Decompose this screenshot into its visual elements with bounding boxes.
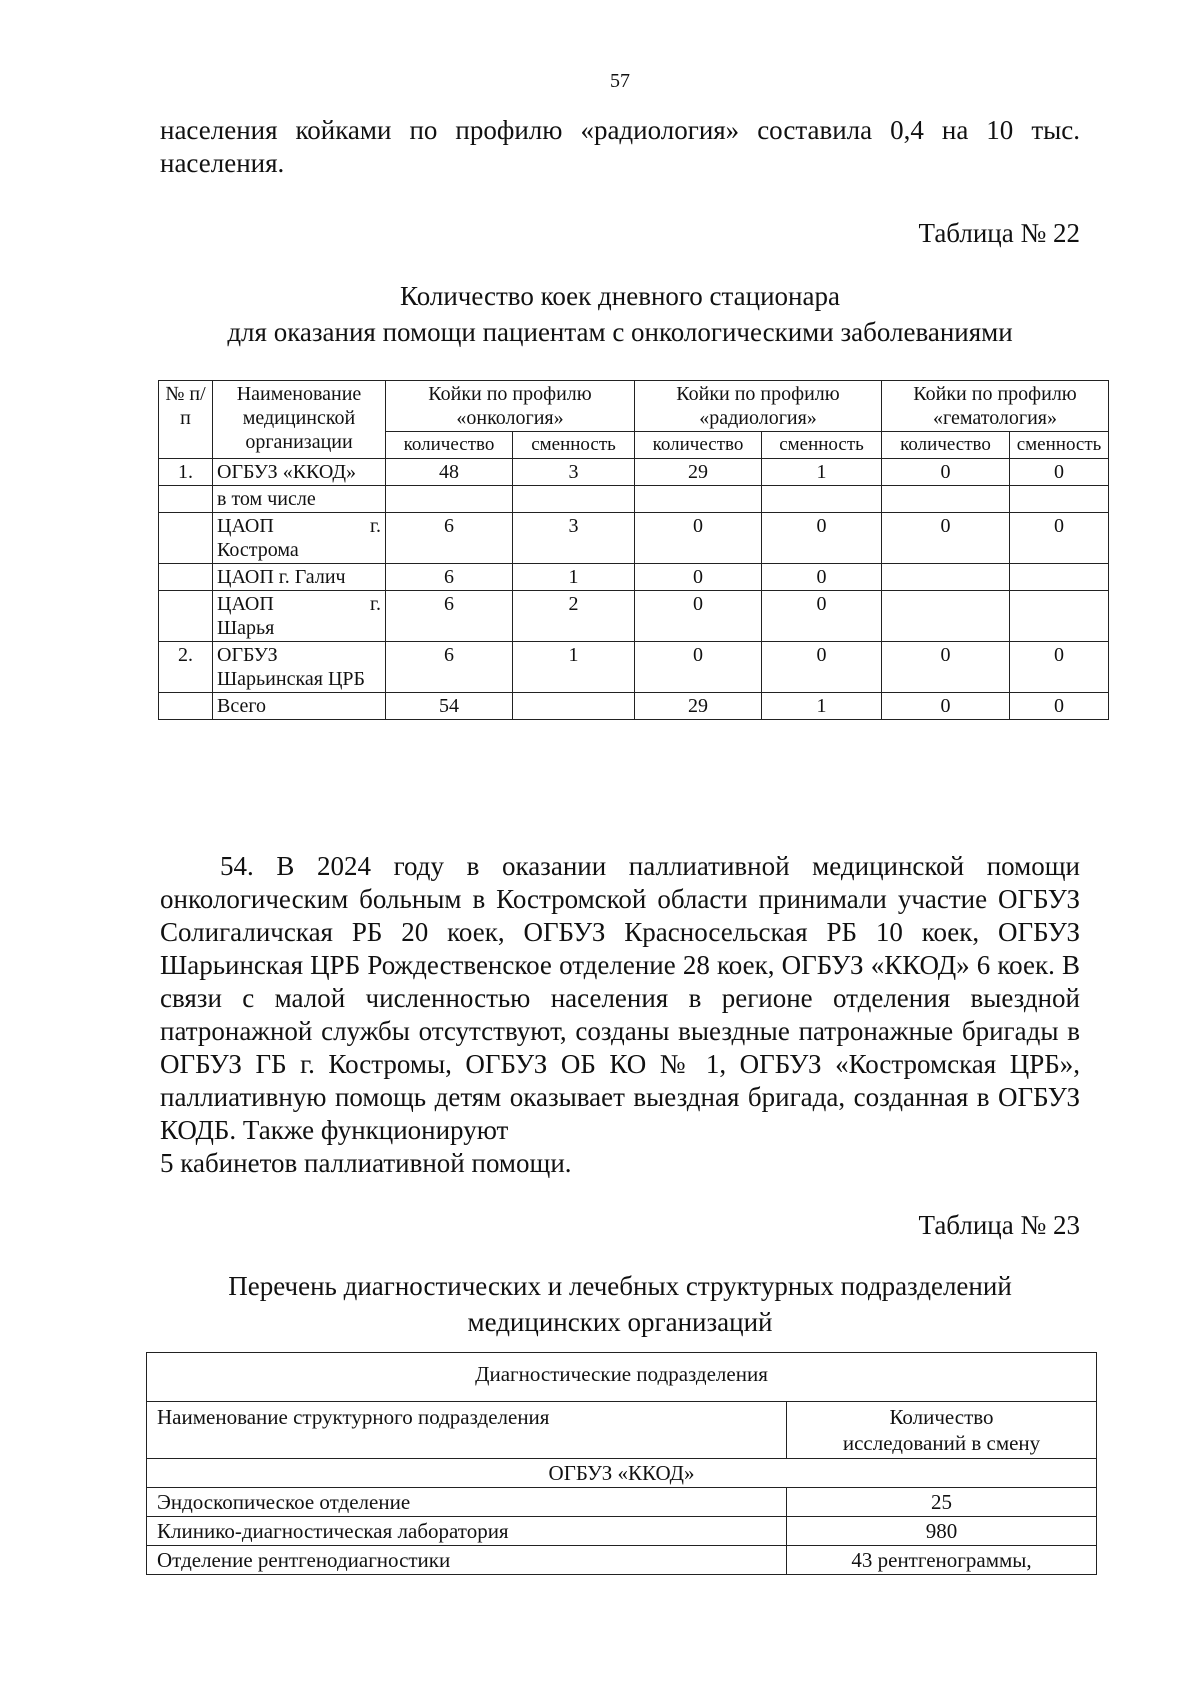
intro-paragraph: населения койками по профилю «радиология» составила 0,4 на 10 тыс. населения. (160, 115, 1080, 178)
row-org: в том числе (213, 486, 386, 513)
table-row (159, 459, 1109, 486)
org-part: ЦАОП (217, 515, 274, 537)
cell: 0 (882, 693, 1010, 720)
cell: 6 (386, 591, 513, 642)
cell (1010, 564, 1109, 591)
org-row (147, 1459, 1097, 1488)
cell: 0 (882, 642, 1010, 693)
table22-caption: Таблица № 22 (918, 218, 1080, 248)
row-num (159, 693, 213, 720)
cell: 3 (513, 513, 635, 564)
cell (635, 486, 762, 513)
cell (1010, 591, 1109, 642)
row-num (159, 513, 213, 564)
cell: 48 (386, 459, 513, 486)
subheader-shift: сменность (1010, 432, 1109, 459)
cell: 0 (1010, 513, 1109, 564)
table23-caption: Таблица № 23 (918, 1210, 1080, 1240)
paragraph-54-last-line: 5 кабинетов паллиативной помощи. (160, 1148, 572, 1178)
table-total-row (159, 693, 1109, 720)
table-row (147, 1488, 1097, 1517)
paragraph-54: 54. В 2024 году в оказании паллиативной медицинской помощи онкологическим больным в Костромской области принимали участие ОГБУЗ Солигаличская РБ 20 коек, ОГБУЗ Красносельская РБ 10 коек, ОГБУЗ Шарьинская ЦРБ Рождественское отделение 28 коек, ОГБУЗ «ККОД» 6 коек. В связи с малой численностью населения в регионе отделения выездной патронажной службы отсутствуют, созданы выездные патронажные бригады в ОГБУЗ ГБ г. Костромы, ОГБУЗ ОБ КО № 1, ОГБУЗ «Костромская ЦРБ», паллиативную помощь детям оказывает выездная бригада, созданная в ОГБУЗ КОДБ. Также функционируют (160, 851, 1080, 1145)
subheader-shift: сменность (513, 432, 635, 459)
cell: 29 (635, 459, 762, 486)
cell (882, 591, 1010, 642)
header-studies-per-shift: Количество исследований в смену (787, 1402, 1097, 1459)
cell: 1 (762, 459, 882, 486)
table22-title (140, 278, 1100, 350)
cell: 1 (513, 564, 635, 591)
beds-table (158, 380, 1109, 720)
cell: 0 (635, 642, 762, 693)
org-part: г. (370, 593, 381, 615)
subheader-qty: количество (635, 432, 762, 459)
header-radiology: Койки по профилю «радиология» (635, 381, 882, 432)
table-row (159, 564, 1109, 591)
table-row (159, 513, 1109, 564)
cell (386, 486, 513, 513)
row-org: ОГБУЗ Шарьинская ЦРБ (213, 642, 386, 693)
org-part: Кострома (217, 539, 299, 561)
cell: 0 (1010, 459, 1109, 486)
header-oncology: Койки по профилю «онкология» (386, 381, 635, 432)
table-header-row (147, 1402, 1097, 1459)
cell: 1 (762, 693, 882, 720)
table-row (159, 642, 1109, 693)
cell: 0 (762, 591, 882, 642)
cell: 0 (882, 459, 1010, 486)
cell: 0 (1010, 642, 1109, 693)
cell: 0 (635, 513, 762, 564)
row-num: 2. (159, 642, 213, 693)
cell (513, 486, 635, 513)
table-header-row (159, 381, 1109, 432)
cell: 6 (386, 564, 513, 591)
row-num: 1. (159, 459, 213, 486)
row-org: ОГБУЗ «ККОД» (213, 459, 386, 486)
page-number: 57 (610, 70, 630, 92)
cell: 0 (762, 513, 882, 564)
section-row (147, 1353, 1097, 1402)
header-hematology: Койки по профилю «гематология» (882, 381, 1109, 432)
cell: 1 (513, 642, 635, 693)
row-org: ЦАОП г. Галич (213, 564, 386, 591)
cell: 0 (762, 564, 882, 591)
section-title: Диагностические подразделения (147, 1353, 1097, 1402)
table22-title-line1: Количество коек дневного стационара (400, 281, 840, 311)
table-row (147, 1517, 1097, 1546)
org-part: Шарья (217, 617, 275, 639)
table-row (159, 591, 1109, 642)
cell: 29 (635, 693, 762, 720)
cell: 6 (386, 642, 513, 693)
unit-value: 25 (787, 1488, 1097, 1517)
subheader-qty: количество (882, 432, 1010, 459)
org-part: ЦАОП (217, 593, 274, 615)
unit-name: Клинико-диагностическая лаборатория (147, 1517, 787, 1546)
cell: 0 (882, 513, 1010, 564)
unit-name: Эндоскопическое отделение (147, 1488, 787, 1517)
row-org (213, 591, 386, 642)
row-org (213, 513, 386, 564)
org-name: ОГБУЗ «ККОД» (147, 1459, 1097, 1488)
cell (513, 693, 635, 720)
cell: 0 (635, 591, 762, 642)
diagnostic-units-table (146, 1352, 1097, 1575)
subheader-qty: количество (386, 432, 513, 459)
table23-title (140, 1268, 1100, 1340)
cell (882, 564, 1010, 591)
header-num: № п/п (159, 381, 213, 459)
cell: 6 (386, 513, 513, 564)
cell: 0 (1010, 693, 1109, 720)
cell: 0 (635, 564, 762, 591)
subheader-shift: сменность (762, 432, 882, 459)
header-org: Наименование медицинской организации (213, 381, 386, 459)
row-org: Всего (213, 693, 386, 720)
row-num (159, 486, 213, 513)
table23-title-line2: медицинских организаций (467, 1307, 773, 1337)
cell: 2 (513, 591, 635, 642)
cell (762, 486, 882, 513)
row-num (159, 591, 213, 642)
table23-title-line1: Перечень диагностических и лечебных структурных подразделений (228, 1271, 1012, 1301)
cell: 0 (762, 642, 882, 693)
header-unit-name: Наименование структурного подразделения (147, 1402, 787, 1459)
unit-name: Отделение рентгенодиагностики (147, 1546, 787, 1575)
unit-value: 43 рентгенограммы, (787, 1546, 1097, 1575)
cell (882, 486, 1010, 513)
cell: 3 (513, 459, 635, 486)
cell (1010, 486, 1109, 513)
table22-title-line2: для оказания помощи пациентам с онкологическими заболеваниями (227, 317, 1013, 347)
table-row (159, 486, 1109, 513)
cell: 54 (386, 693, 513, 720)
row-num (159, 564, 213, 591)
org-part: г. (370, 515, 381, 537)
table-row (147, 1546, 1097, 1575)
unit-value: 980 (787, 1517, 1097, 1546)
